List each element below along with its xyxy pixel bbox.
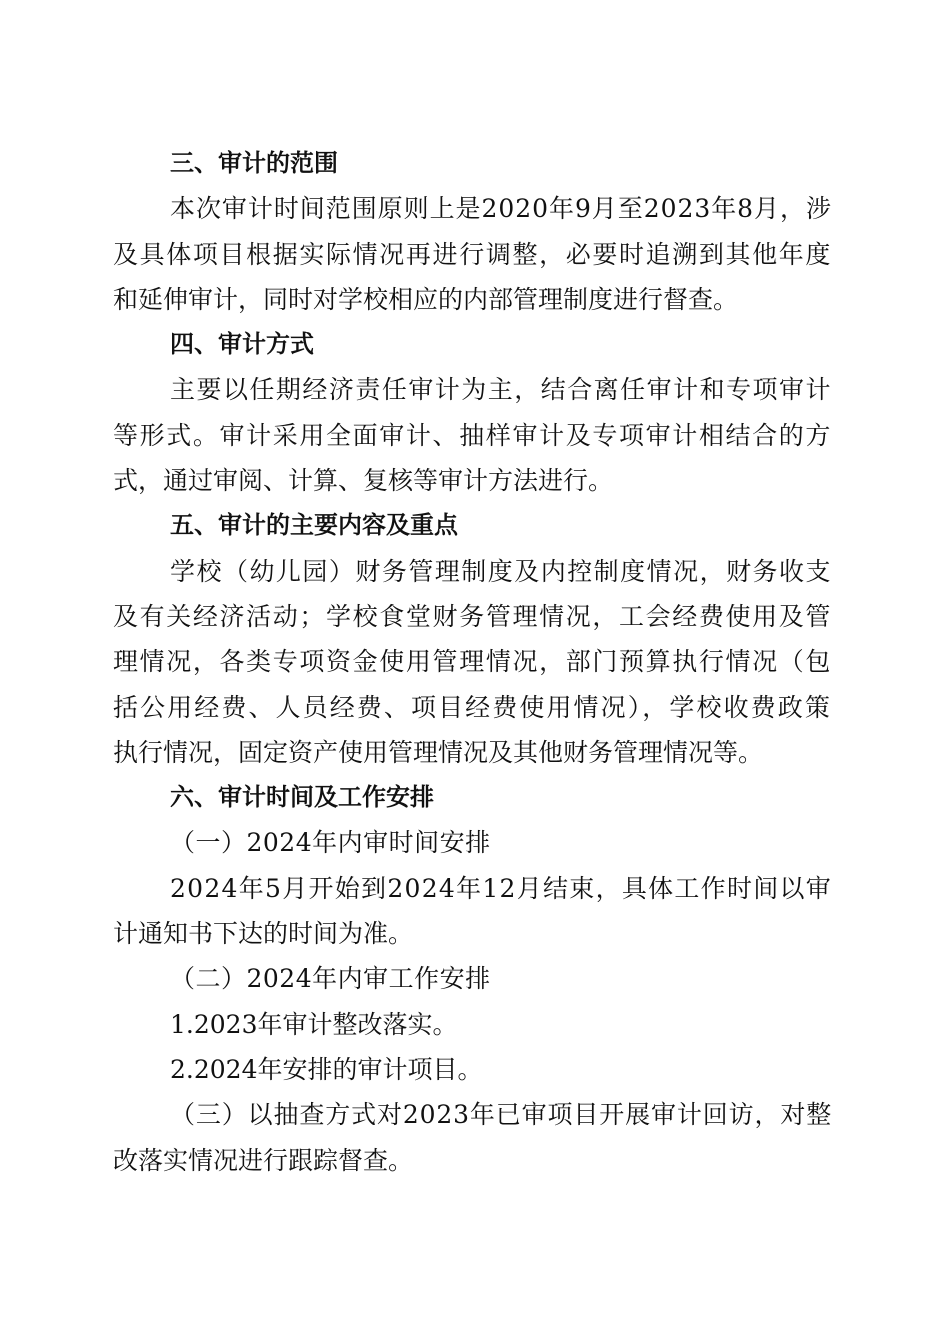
section-5-line-4: 括公用经费、人员经费、项目经费使用情况），学校收费政策 (113, 692, 832, 722)
section-6-sub-3-line-1: （三）以抽查方式对2023年已审项目开展审计回访，对整 (170, 1100, 833, 1130)
section-5-line-2: 及有关经济活动；学校食堂财务管理情况，工会经费使用及管 (113, 601, 833, 631)
section-5-line-5: 执行情况，固定资产使用管理情况及其他财务管理情况等。 (113, 737, 764, 767)
section-5-line-1: 学校（幼儿园）财务管理制度及内控制度情况，财务收支 (170, 556, 833, 586)
section-3-line-1: 本次审计时间范围原则上是2020年9月至2023年8月，涉 (170, 194, 832, 224)
section-6-sub-2-heading: （二）2024年内审工作安排 (170, 964, 491, 994)
section-6-sub-1-line-1: 2024年5月开始到2024年12月结束，具体工作时间以审 (170, 873, 833, 903)
section-4-line-3: 式，通过审阅、计算、复核等审计方法进行。 (113, 466, 614, 496)
section-6-sub-1-heading: （一）2024年内审时间安排 (170, 828, 491, 858)
section-5-line-3: 理情况，各类专项资金使用管理情况，部门预算执行情况（包 (113, 647, 833, 677)
section-6-sub-1-line-2: 计通知书下达的时间为准。 (113, 919, 414, 949)
section-6-sub-2-item-1: 1.2023年审计整改落实。 (170, 1009, 458, 1039)
section-4-line-2: 等形式。审计采用全面审计、抽样审计及专项审计相结合的方 (113, 420, 833, 450)
section-4-line-1: 主要以任期经济责任审计为主，结合离任审计和专项审计 (170, 375, 833, 405)
document-body (113, 141, 833, 1183)
section-5-heading: 五、审计的主要内容及重点 (170, 511, 458, 540)
section-3-heading: 三、审计的范围 (170, 149, 338, 177)
section-6-sub-2-item-2: 2.2024年安排的审计项目。 (170, 1054, 483, 1084)
section-6-sub-3-line-2: 改落实情况进行跟踪督查。 (113, 1145, 414, 1175)
section-4-heading: 四、审计方式 (170, 330, 314, 359)
section-6-heading: 六、审计时间及工作安排 (170, 783, 434, 812)
section-3-line-2: 及具体项目根据实际情况再进行调整，必要时追溯到其他年度 (113, 239, 833, 269)
section-3-line-3: 和延伸审计，同时对学校相应的内部管理制度进行督查。 (113, 284, 739, 314)
